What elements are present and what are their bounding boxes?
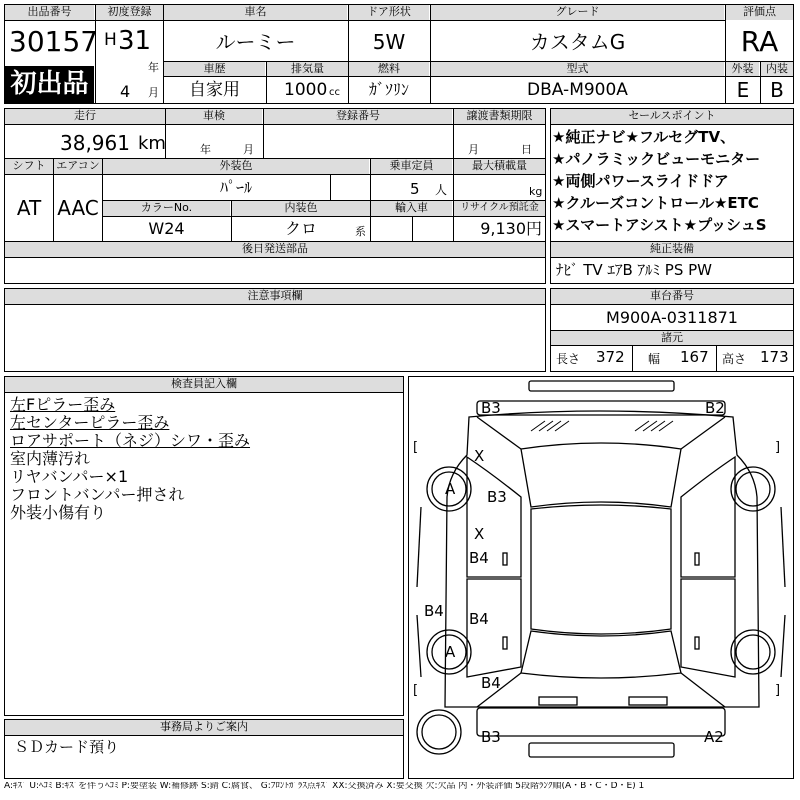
first-listing-badge: 初出品 — [5, 66, 94, 103]
dims-label: 諸元 — [551, 331, 793, 345]
later-parts-label: 後日発送部品 — [5, 242, 545, 257]
rear-window — [521, 631, 681, 678]
inspector-line: フロントバンパー押され — [10, 485, 185, 504]
int-color-unit: 系 — [355, 225, 366, 238]
inspector-lines — [10, 396, 250, 522]
damage-mark: [ — [413, 683, 419, 698]
inspection-year-unit: 年 — [200, 143, 211, 156]
displacement-label: 排気量 — [267, 62, 348, 76]
office-text: ＳＤカード預り — [14, 738, 120, 756]
grade: カスタムG — [529, 30, 626, 54]
history: 自家用 — [189, 80, 240, 100]
max-load-label: 最大積載量 — [454, 159, 545, 174]
damage-mark: B4 — [481, 674, 501, 692]
roof — [531, 505, 671, 634]
inspector-line: 左センターピラー歪み — [10, 413, 170, 432]
transfer-label: 譲渡書類期限 — [454, 109, 545, 124]
damage-mark: ] — [775, 683, 781, 698]
width: 167 — [680, 348, 709, 366]
first-reg-era: H — [104, 30, 117, 50]
damage-mark: B4 — [424, 602, 444, 620]
mileage-label: 走行 — [5, 109, 165, 124]
ext-color-label: 外装色 — [103, 159, 369, 174]
sales-point-item: ★スマートアシスト★プッシュS — [552, 216, 767, 234]
sales-point-item: ★クルーズコントロール★ETC — [552, 194, 759, 212]
history-label: 車歴 — [164, 62, 265, 76]
model-label: 型式 — [431, 62, 724, 76]
damage-mark: B3 — [487, 488, 507, 506]
damage-mark: B2 — [705, 399, 725, 417]
damage-mark: B3 — [481, 399, 501, 417]
fuel-label: 燃料 — [349, 62, 429, 76]
car-diagram-svg — [409, 377, 793, 778]
recycle: 9,130円 — [480, 219, 542, 238]
sales-point-item: ★両側パワースライドドア — [552, 172, 729, 190]
width-label: 幅 — [648, 352, 661, 366]
height: 173 — [760, 348, 789, 366]
shift-label: シフト — [5, 159, 53, 174]
aircon: AAC — [57, 196, 99, 220]
color-no: W24 — [148, 219, 185, 238]
inspection-label: 車検 — [166, 109, 262, 124]
damage-mark: ] — [775, 440, 781, 455]
shift: AT — [16, 196, 42, 220]
damage-mark: [ — [413, 440, 419, 455]
mileage-unit: km — [138, 133, 166, 154]
sales-point-item: ★パノラミックビューモニター — [552, 150, 761, 168]
first-reg-year: 31 — [118, 26, 152, 56]
spare-tire — [417, 710, 461, 754]
car-name: ルーミー — [215, 30, 296, 54]
transfer-day-unit: 日 — [521, 143, 532, 156]
damage-mark: A — [445, 480, 456, 498]
damage-mark: B4 — [469, 610, 489, 628]
rear-bumper-outline — [477, 708, 725, 736]
import-label: 輸入車 — [371, 201, 452, 216]
door-type: 5W — [372, 30, 406, 54]
damage-mark: B3 — [481, 728, 501, 746]
sales-point-item: ★純正ナビ★フルセグTV、 — [552, 128, 736, 146]
interior-label: 内装 — [761, 62, 793, 76]
first-reg-year-unit: 年 — [148, 61, 159, 74]
transfer-month-unit: 月 — [468, 143, 479, 156]
inspector-label: 検査員記入欄 — [5, 377, 403, 392]
fuel: ｶﾞｿﾘﾝ — [368, 80, 409, 99]
aircon-label: エアコン — [54, 159, 102, 174]
height-label: 高さ — [722, 352, 747, 366]
inspection-month-unit: 月 — [243, 143, 254, 156]
inspector-line: 室内薄汚れ — [10, 449, 91, 468]
sales-points-list — [552, 126, 767, 236]
recycle-label: リサイクル預託金 — [454, 201, 545, 216]
inspector-line: 左Fピラー歪み — [10, 395, 116, 414]
damage-mark: A — [445, 643, 456, 661]
equipment-label: 純正装備 — [551, 242, 793, 257]
car-name-label: 車名 — [164, 5, 347, 20]
capacity-unit: 人 — [435, 183, 448, 197]
int-color-label: 内装色 — [232, 201, 370, 216]
score-label: 評価点 — [726, 5, 793, 20]
int-color: クロ — [284, 219, 317, 238]
capacity-label: 乗車定員 — [371, 159, 452, 174]
lot-no-label: 出品番号 — [5, 5, 94, 20]
door-label: ドア形状 — [349, 5, 429, 20]
first-reg-month: 4 — [120, 82, 131, 101]
inspector-line: 外装小傷有り — [10, 503, 107, 522]
interior-grade: B — [770, 78, 784, 102]
model: DBA-M900A — [527, 80, 628, 100]
inspector-line: リヤバンパー×1 — [10, 467, 129, 486]
wheel-front-right — [731, 467, 775, 511]
displacement: 1000 — [284, 80, 328, 100]
length: 372 — [596, 348, 625, 366]
equipment: ﾅﾋﾞ TV ｴｱB ｱﾙﾐ PS PW — [556, 261, 712, 279]
exterior-grade: E — [736, 78, 750, 102]
inspector-line: ロアサポート（ネジ）シワ・歪み — [10, 431, 251, 450]
first-reg-month-unit: 月 — [148, 86, 159, 99]
damage-mark: X — [474, 447, 485, 465]
displacement-unit: cc — [329, 87, 340, 98]
exterior-label: 外装 — [726, 62, 759, 76]
color-no-label: カラーNo. — [103, 201, 230, 216]
front-bumper-outline — [529, 381, 674, 391]
legend: A:ｷｽﾞ U:ﾍｺﾐ B:ｷｽﾞを伴うﾍｺﾐ P:要塗装 W:補修跡 S:錆 C:腐食、 G:ﾌﾛﾝﾄｶﾞﾗｽ点ｷｽﾞ XX:交換済み X:要交換 欠:欠品 内・外装評価 5段階ﾗﾝｸ順(A・B・C・D・E) 1 — [4, 782, 645, 791]
chassis-number: M900A-0311871 — [606, 308, 738, 327]
plate-label: 登録番号 — [264, 109, 452, 124]
capacity: 5 — [410, 180, 420, 198]
lot-no: 30157 — [9, 25, 99, 58]
notes-label: 注意事項欄 — [5, 289, 545, 304]
ext-color: ﾊﾟｰﾙ — [219, 178, 252, 197]
first-reg-label: 初度登録 — [96, 5, 163, 20]
length-label: 長さ — [556, 352, 581, 366]
windshield — [521, 443, 681, 507]
max-load-unit: kg — [529, 185, 543, 198]
body-outline — [445, 411, 759, 707]
mileage: 38,961 — [60, 131, 130, 155]
office-label: 事務局よりご案内 — [5, 720, 403, 735]
score: RA — [740, 25, 779, 58]
chassis-label: 車台番号 — [551, 289, 793, 304]
damage-mark: X — [474, 525, 485, 543]
wheel-rear-right — [731, 630, 775, 674]
grade-label: グレード — [431, 5, 724, 20]
sales-points-label: セールスポイント — [551, 109, 793, 124]
damage-mark: A2 — [704, 728, 724, 746]
damage-mark: B4 — [469, 549, 489, 567]
